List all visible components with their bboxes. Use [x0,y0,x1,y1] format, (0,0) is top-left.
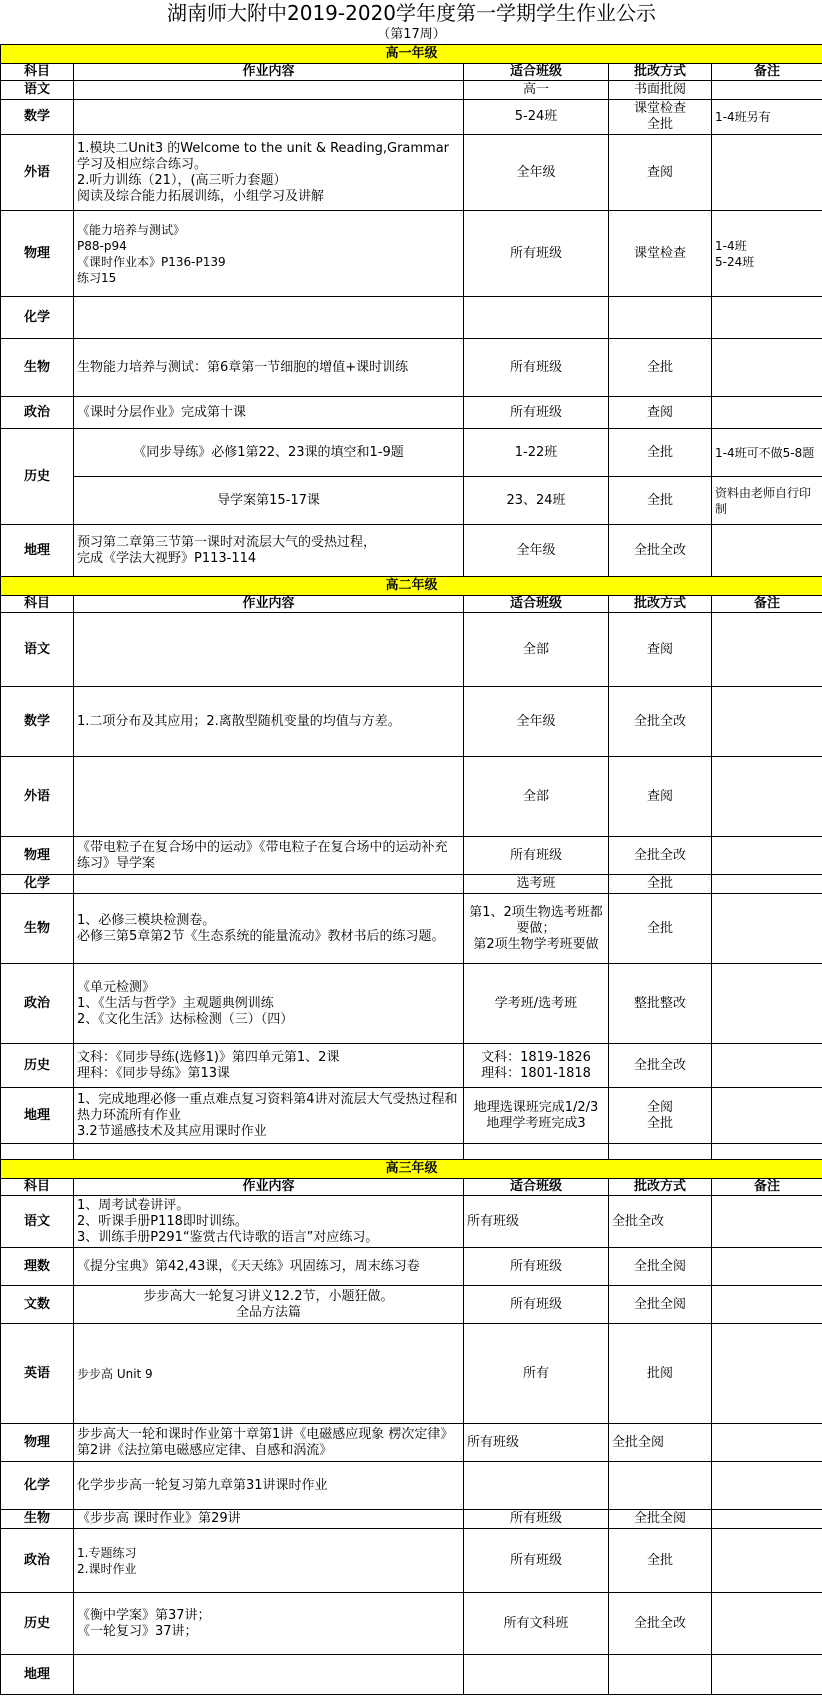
cell-classes: 选考班 [464,875,609,894]
table-row [1,339,822,397]
cell-method: 批改方式 [609,596,712,613]
cell-classes: 所有班级 [464,1248,609,1286]
cell-subject: 地理 [1,1088,74,1144]
cell-subject: 政治 [1,964,74,1044]
cell-content: 步步高大一轮复习讲义12.2节，小题狂做。 全品方法篇 [74,1286,464,1324]
cell-note [712,1462,822,1510]
cell-classes: 适合班级 [464,1179,609,1196]
cell-method [609,1144,712,1160]
grade3-header: 高三年级 [1,1160,822,1179]
cell-classes [464,1655,609,1695]
cell-note [712,894,822,964]
cell-note [712,1593,822,1655]
cell-classes: 所有班级 [464,397,609,429]
cell-classes: 所有 [464,1324,609,1424]
cell-note [712,1424,822,1462]
cell-subject: 历史 [1,1593,74,1655]
cell-method [609,297,712,339]
cell-classes: 所有班级 [464,837,609,875]
cell-method: 全批全改 [609,837,712,875]
cell-method: 课堂检查 全批 [609,100,712,135]
cell-classes: 适合班级 [464,596,609,613]
cell-note [712,525,822,577]
table-row [1,429,822,477]
cell-subject: 科目 [1,596,74,613]
table-row [1,964,822,1044]
cell-note [712,964,822,1044]
cell-subject: 物理 [1,1424,74,1462]
cell-method: 课堂检查 [609,211,712,297]
cell-content: 1、周考试卷讲评。 2、听课手册P118即时训练。 3、训练手册P291“鉴赏古代诗歌的语言”对应练习。 [74,1196,464,1248]
grade2-header: 高二年级 [1,577,822,596]
cell-subject: 地理 [1,525,74,577]
cell-content: 1.专题练习 2.课时作业 [74,1529,464,1593]
cell-method: 查阅 [609,135,712,211]
cell-method: 查阅 [609,397,712,429]
cell-content: 步步高 Unit 9 [74,1324,464,1424]
cell-method [609,1462,712,1510]
cell-method: 全批 [609,339,712,397]
cell-subject: 化学 [1,297,74,339]
table-row [1,1196,822,1248]
cell-method: 全批 [609,429,712,477]
col-subject: 科目 [1,64,74,81]
cell-content: 23、24班 [464,477,609,525]
col-classes: 适合班级 [464,64,609,81]
cell-note [712,837,822,875]
table-row [1,757,822,837]
cell-method: 全批 [609,894,712,964]
cell-classes: 全年级 [464,135,609,211]
cell-classes [464,297,609,339]
table-row [1,894,822,964]
cell-content: 预习第二章第三节第一课时对流层大气的受热过程， 完成《学法大视野》P113-114 [74,525,464,577]
cell-note [712,339,822,397]
cell-method: 全批全阅 [609,1248,712,1286]
cell-note: 备注 [712,1179,822,1196]
cell-method: 全批全改 [609,687,712,757]
blank-row [1,1144,822,1160]
cell-method: 书面批阅 [609,81,712,100]
cell-classes: 所有班级 [464,211,609,297]
table-row [1,1593,822,1655]
col-note: 备注 [712,64,822,81]
column-headers [1,596,822,613]
cell-method: 全批全阅 [609,1510,712,1529]
cell-subject: 化学 [1,875,74,894]
cell-content: 作业内容 [74,1179,464,1196]
cell-classes: 所有文科班 [464,1593,609,1655]
cell-note: 1-4班另有 [712,100,822,135]
cell-subject: 化学 [1,1462,74,1510]
table-row [1,1286,822,1324]
cell-note [712,1529,822,1593]
cell-note [712,687,822,757]
cell-subject: 外语 [1,135,74,211]
cell-note [712,81,822,100]
table-row [1,687,822,757]
cell-method: 全批全改 [609,1593,712,1655]
cell-content: 《单元检测》 1、《生活与哲学》主观题典例训练 2、《文化生活》达标检测（三）（四） [74,964,464,1044]
cell-method: 批改方式 [609,1179,712,1196]
cell-content: 《课时分层作业》完成第十课 [74,397,464,429]
cell-classes: 全年级 [464,525,609,577]
cell-classes: 高一 [464,81,609,100]
cell-method: 全批全改 [609,1196,712,1248]
table-row [1,1655,822,1695]
cell-subject: 政治 [1,1529,74,1593]
cell-classes: 第1、2项生物选考班都要做； 第2项生物学考班要做 [464,894,609,964]
cell-content [74,757,464,837]
column-headers [1,64,822,81]
table-row [1,297,822,339]
cell-subject: 理数 [1,1248,74,1286]
cell-method: 全批 [609,1529,712,1593]
cell-method: 全阅 全批 [609,1088,712,1144]
cell-content: 作业内容 [74,596,464,613]
cell-content [74,297,464,339]
cell-subject: 语文 [1,81,74,100]
cell-subject: 政治 [1,397,74,429]
cell-method: 整批整改 [609,964,712,1044]
table-row [1,613,822,687]
cell-subject: 数学 [1,100,74,135]
cell-content: 1.模块二Unit3 的Welcome to the unit & Reading,Grammar学习及相应综合练习。 2.听力训练（21），(高三听力套题） 阅读及综合能力拓展训练，小组学习及讲解 [74,135,464,211]
cell-content [74,1655,464,1695]
week-label: （第17周） [377,27,446,42]
cell-subject: 地理 [1,1655,74,1695]
cell-classes: 所有班级 [464,1286,609,1324]
cell-content: 生物能力培养与测试：第6章第一节细胞的增值+课时训练 [74,339,464,397]
cell-content: 1、必修三模块检测卷。 必修三第5章第2节《生态系统的能量流动》教材书后的练习题。 [74,894,464,964]
cell-note [712,1044,822,1088]
cell-content [74,875,464,894]
cell-subject: 导学案第15-17课 [74,477,464,525]
cell-classes: 地理选课班完成1/2/3 地理学考班完成3 [464,1088,609,1144]
cell-content: 《同步导练》必修1第22、23课的填空和1-9题 [74,429,464,477]
cell-subject: 科目 [1,1179,74,1196]
cell-subject: 生物 [1,1510,74,1529]
cell-note [712,1324,822,1424]
cell-classes: 所有班级 [464,1424,609,1462]
cell-content [74,613,464,687]
cell-content: 《提分宝典》第42,43课，《天天练》巩固练习，周末练习卷 [74,1248,464,1286]
cell-content: 文科：《同步导练(选修1)》第四单元第1、2课 理科：《同步导练》第13课 [74,1044,464,1088]
cell-note [712,1088,822,1144]
cell-note: 1-4班可不做5-8题 [712,429,822,477]
cell-classes: 全部 [464,757,609,837]
table-row [1,1529,822,1593]
cell-subject [1,1144,74,1160]
cell-classes: 1-22班 [464,429,609,477]
table-row [1,875,822,894]
cell-note: 备注 [712,596,822,613]
cell-classes: 所有班级 [464,1196,609,1248]
table-row [1,100,822,135]
cell-note: 1-4班 5-24班 [712,211,822,297]
cell-content: 1.二项分布及其应用；2.离散型随机变量的均值与方差。 [74,687,464,757]
table-row [1,1044,822,1088]
table-row [1,525,822,577]
cell-classes: 5-24班 [464,100,609,135]
cell-content: 步步高大一轮和课时作业第十章第1讲《电磁感应现象 楞次定律》第2讲《法拉第电磁感应定律、自感和涡流》 [74,1424,464,1462]
cell-subject: 物理 [1,837,74,875]
cell-classes: 学考班/选考班 [464,964,609,1044]
cell-note [712,1248,822,1286]
page-title: 湖南师大附中2019-2020学年度第一学期学生作业公示 [167,1,657,25]
cell-subject: 物理 [1,211,74,297]
table-row [1,477,822,525]
cell-classes: 所有班级 [464,1529,609,1593]
cell-note [712,1510,822,1529]
table-row [1,81,822,100]
cell-note [712,1196,822,1248]
cell-content [74,1144,464,1160]
table-row [1,1248,822,1286]
col-method: 批改方式 [609,64,712,81]
table-row [1,1088,822,1144]
cell-classes: 文科：1819-1826 理科：1801-1818 [464,1044,609,1088]
table-row [1,1324,822,1424]
cell-content [74,100,464,135]
cell-method: 资料由老师自行印制 [712,477,822,525]
cell-classes: 所有班级 [464,1510,609,1529]
cell-note [712,1655,822,1695]
cell-note [712,397,822,429]
table-row [1,397,822,429]
cell-method: 全批全阅 [609,1286,712,1324]
cell-subject: 文数 [1,1286,74,1324]
cell-method: 批阅 [609,1324,712,1424]
cell-note [712,1286,822,1324]
cell-subject: 生物 [1,894,74,964]
cell-method: 查阅 [609,613,712,687]
cell-note [712,875,822,894]
table-row [1,837,822,875]
cell-classes: 所有班级 [464,339,609,397]
cell-content: 《步步高 课时作业》第29讲 [74,1510,464,1529]
table-row [1,1510,822,1529]
cell-classes [464,1144,609,1160]
cell-content: 化学步步高一轮复习第九章第31讲课时作业 [74,1462,464,1510]
cell-content: 《能力培养与测试》 P88-p94 《课时作业本》P136-P139 练习15 [74,211,464,297]
cell-subject: 历史 [1,1044,74,1088]
cell-note [712,135,822,211]
cell-method [609,1655,712,1695]
cell-subject: 语文 [1,1196,74,1248]
cell-method: 全批全改 [609,525,712,577]
table-row [1,1424,822,1462]
cell-content: 《衡中学案》第37讲； 《一轮复习》37讲； [74,1593,464,1655]
cell-note [712,1144,822,1160]
cell-subject: 数学 [1,687,74,757]
cell-classes: 全部 [464,613,609,687]
cell-method: 全批全改 [609,1044,712,1088]
col-content: 作业内容 [74,64,464,81]
cell-content: 1、完成地理必修一重点难点复习资料第4讲对流层大气受热过程和热力环流所有作业 3.2节遥感技术及其应用课时作业 [74,1088,464,1144]
cell-subject: 英语 [1,1324,74,1424]
cell-method: 全批 [609,875,712,894]
cell-classes: 全批 [609,477,712,525]
table-row [1,135,822,211]
cell-method: 全批全阅 [609,1424,712,1462]
cell-note [712,757,822,837]
cell-subject: 语文 [1,613,74,687]
table-row [1,1462,822,1510]
cell-subject: 生物 [1,339,74,397]
column-headers [1,1179,822,1196]
cell-content: 《带电粒子在复合场中的运动》《带电粒子在复合场中的运动补充练习》导学案 [74,837,464,875]
cell-method: 查阅 [609,757,712,837]
table-row [1,211,822,297]
cell-note [712,297,822,339]
cell-classes: 全年级 [464,687,609,757]
cell-note [712,613,822,687]
cell-content [74,81,464,100]
grade1-header: 高一年级 [1,45,822,64]
cell-subject: 历史 [1,429,74,525]
cell-subject: 外语 [1,757,74,837]
cell-classes [464,1462,609,1510]
